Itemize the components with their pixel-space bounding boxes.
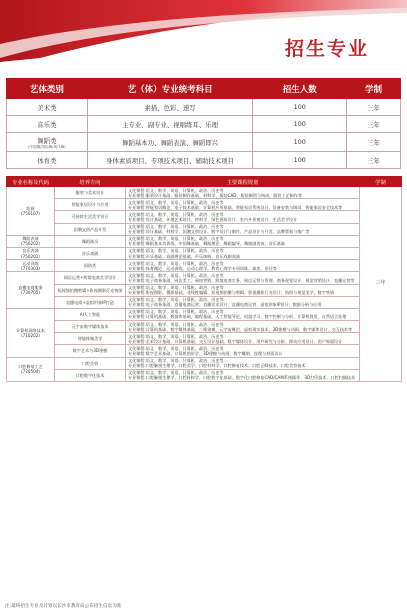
courses-cell xyxy=(126,235,360,247)
direction-text: 服装与美术设计 xyxy=(75,190,105,196)
exam-cell-duration xyxy=(347,133,401,152)
exam-category-text: 体育类 xyxy=(37,156,57,165)
courses-text: 文化课程:语文、数学、英语、计算机、政治、历史等 专业课程:计算机基础、数据库基础、编程基础、人工智能导论、机器学习、数字控制与分析、计算机视觉、自然语言处理 xyxy=(128,309,347,320)
exam-cell-count xyxy=(253,133,347,152)
direction-cell xyxy=(55,187,126,199)
courses-cell xyxy=(126,199,360,211)
courses-text: 文化课程:语文、数学、英语、计算机、政治、历史等 专业课程:设计基础、环境艺术设计、材料学、绿色建筑设计、室内外景观设计、生活美学设计 xyxy=(128,211,298,222)
exam-count-text: 100 xyxy=(293,138,306,146)
courses-cell xyxy=(126,321,360,333)
courses-text: 文化课程:语文、数学、英语、计算机、政治、历史等 专业课程:设计基础、材料学、国潮文创设计、数字设计与制作、产品设计与开发、品牌策划与推广等 xyxy=(128,224,310,235)
major-table-row xyxy=(7,199,402,211)
direction-cell xyxy=(55,321,126,333)
direction-cell xyxy=(55,296,126,308)
major-name: 口腔修复工艺 (720504) xyxy=(18,364,43,375)
direction-cell xyxy=(55,284,126,296)
major-name: 舞蹈表演 (750202) xyxy=(21,236,40,247)
courses-cell xyxy=(126,187,360,199)
courses-text: 文化课程:语文、数学、英语、计算机、政治、历史等 专业课程:计算机基础、数字媒体基础、三维建模、元宇宙概论、虚拟现实技术、3D建模与动画、数字媒体设计、交互技术等 xyxy=(128,321,353,332)
direction-cell xyxy=(55,211,126,223)
courses-cell xyxy=(126,247,360,259)
direction-text: 国防类 xyxy=(83,263,97,269)
footnote: 注:最终招生专业及计划以长沙市教育局公布招生信息为准 xyxy=(5,604,122,609)
exam-cell-subjects xyxy=(87,152,253,169)
direction-cell xyxy=(55,235,126,247)
exam-cell-subjects xyxy=(87,133,253,152)
major-name-cell xyxy=(7,272,55,309)
courses-cell xyxy=(126,369,360,381)
majors-table-header xyxy=(7,177,402,187)
major-table-row xyxy=(7,223,402,235)
duration-cell xyxy=(360,187,402,382)
courses-text: 文化课程:语文、数学、英语、计算机、政治、历史等 专业课程:电子商务基础、直播电商运营、直播话术设计、直播电商运营、虚拟形象IP设计、数据分析与应用 xyxy=(128,297,322,308)
direction-cell xyxy=(55,308,126,320)
exam-duration-text: 三年 xyxy=(367,156,380,165)
exam-subjects-table xyxy=(6,78,401,169)
exam-category-text: 舞蹈类 xyxy=(37,136,57,145)
direction-text: 数字艺术与3D建模 xyxy=(72,348,108,354)
major-table-row xyxy=(7,333,402,345)
exam-cell-category xyxy=(7,116,88,133)
direction-cell xyxy=(55,247,126,259)
exam-table-row xyxy=(7,133,401,152)
courses-cell xyxy=(126,357,360,369)
courses-cell xyxy=(126,260,360,272)
exam-category-note: (中国舞/国标舞/现代舞) xyxy=(28,144,66,149)
courses-text: 文化课程:语文、数学、英语、计算机、政治、历史等 专业课程:数字艺术基础、计算机图形学、3D建模与动画、数字雕刻、纹理与材质设计 xyxy=(128,345,283,357)
exam-table-row xyxy=(7,99,401,116)
major-name-cell xyxy=(7,308,55,357)
courses-cell xyxy=(126,296,360,308)
direction-cell xyxy=(55,357,126,369)
header-count: 招生人数 xyxy=(253,79,347,99)
direction-text: 短视频拍摄剪辑+影视摄影灯光构图 xyxy=(57,287,123,293)
direction-cell xyxy=(55,260,126,272)
page-title: 招生专业 xyxy=(284,38,369,60)
exam-cell-duration xyxy=(347,116,401,133)
major-table-row xyxy=(7,211,402,223)
direction-cell xyxy=(55,272,126,284)
exam-subjects-text: 主专业、副专业、视唱练耳、乐理 xyxy=(122,120,218,129)
direction-text: 口腔数字化技术 xyxy=(75,372,105,378)
exam-table-row xyxy=(7,152,401,169)
exam-count-text: 100 xyxy=(293,156,306,164)
courses-cell xyxy=(126,223,360,235)
header-duration: 学制 xyxy=(347,79,401,99)
exam-cell-count xyxy=(253,152,347,169)
courses-cell xyxy=(126,333,360,345)
exam-cell-category xyxy=(7,99,88,116)
courses-cell xyxy=(126,272,360,284)
direction-cell xyxy=(55,333,126,345)
major-name-cell xyxy=(7,357,55,381)
major-name-cell xyxy=(7,247,55,259)
exam-duration-text: 三年 xyxy=(367,120,380,129)
header-subjects: 艺（体）专业统考科目 xyxy=(87,79,253,99)
major-name: 运动训练 (770303) xyxy=(21,260,40,271)
courses-text: 文化课程:语文、数学、英语、计算机、政治、历史等 专业课程:智能家居概论、电子技术基础、计算机应用基础、智能家居系统设计、设备安装与调试、智能家居安全技术等 xyxy=(128,199,343,210)
exam-cell-duration xyxy=(347,99,401,116)
exam-duration-text: 三年 xyxy=(367,138,380,147)
exam-cell-count xyxy=(253,99,347,116)
courses-cell xyxy=(126,211,360,223)
courses-cell xyxy=(126,345,360,357)
exam-table-row xyxy=(7,116,401,133)
courses-cell xyxy=(126,308,360,320)
header-category: 艺体类别 xyxy=(7,79,88,99)
major-name: 直播电商服务 (730705) xyxy=(18,285,43,296)
direction-text: 网店运营+跨境电商美学设计 xyxy=(63,275,117,281)
major-table-row xyxy=(7,235,402,247)
exam-count-text: 100 xyxy=(293,103,306,111)
direction-cell xyxy=(55,199,126,211)
major-name: 音乐表演 (750201) xyxy=(21,248,40,259)
exam-cell-subjects xyxy=(87,99,253,116)
major-table-row xyxy=(7,308,402,320)
exam-cell-category xyxy=(7,152,88,169)
header-banner xyxy=(0,0,407,68)
major-name: 计算机网络技术 (710202) xyxy=(16,327,45,338)
exam-subjects-text: 素描、色彩、速写 xyxy=(144,103,196,112)
major-table-row xyxy=(7,260,402,272)
direction-text: AI人工智能 xyxy=(79,311,101,317)
major-table-row xyxy=(7,345,402,357)
courses-text: 文化课程:语文、数学、英语、计算机、政治、历史等 专业课程:体育概论、运动训练、运动心理学、教育心理学专项训练、球类、田径等 xyxy=(128,260,277,271)
direction-text: 直播电商+虚拟形象IP打造 xyxy=(65,299,115,305)
direction-text: 可持续生活美学设计 xyxy=(71,214,109,220)
courses-text: 文化课程:语文、数学、英语、计算机、政治、历史等 专业课程:艺术设计基础、计算机基础、交互设计基础、数字媒体设计、用户研究与分析、移动应用设计、用户界面设计 xyxy=(128,333,343,344)
direction-text: 国潮文创产品开发 xyxy=(73,226,107,232)
courses-text: 文化课程:语文、数学、英语、计算机、政治、历史等 专业课程:声乐基础、戏剧理论基础、声乐演唱、音乐戏剧表演 xyxy=(128,248,240,259)
majors-table xyxy=(6,176,402,382)
direction-text: 音乐戏剧 xyxy=(81,250,99,256)
major-table-row xyxy=(7,369,402,381)
major-table-row xyxy=(7,247,402,259)
major-name-cell xyxy=(7,187,55,236)
major-table-row xyxy=(7,187,402,199)
courses-text: 文化课程:语文、数学、英语、计算机、政治、历史等 专业课程:影视摄影、摄影基础、非线性编辑、短视频拍摄与剪辑、影视摄影灯光设计、构图与视觉美学、数字营销 xyxy=(128,285,335,296)
exam-cell-subjects xyxy=(87,116,253,133)
courses-text: 文化课程:语文、数学、英语、计算机、政治、历史等 专业课程:舞蹈基本功训练、中国舞基础、舞蹈理论、舞蹈编导、舞蹈剧表演、音乐基础 xyxy=(128,236,285,247)
direction-text: 口腔美容 xyxy=(81,360,99,366)
exam-cell-count xyxy=(253,116,347,133)
exam-duration-text: 三年 xyxy=(367,103,380,112)
exam-category-text: 音乐类 xyxy=(37,120,57,129)
exam-cell-category xyxy=(7,133,88,152)
exam-table-header xyxy=(7,79,401,99)
duration-text: 三年 xyxy=(375,280,386,287)
direction-text: 智能家居设计与应用 xyxy=(71,202,109,208)
major-table-row xyxy=(7,357,402,369)
courses-text: 文化课程:语文、数学、英语、计算机、政治、历史等 专业课程:电子商务基础、网店美工、网络营销、跨境电商实务、网店运营与管理、商务视觉设计、视觉营销设计、直播运营等 xyxy=(128,272,355,283)
header-direction: 培养方向 xyxy=(55,177,126,187)
major-table-row xyxy=(7,272,402,284)
exam-subjects-text: 舞蹈基本功、舞蹈表演、舞蹈即兴 xyxy=(122,138,218,147)
major-table-row xyxy=(7,321,402,333)
courses-text: 文化课程:语文、数学、英语、计算机、政治、历史等 专业课程:口腔解剖生理学、口腔美学、口腔材料学、口腔修复技术、口腔正畸技术、口腔美容技术 xyxy=(128,358,306,369)
exam-count-text: 100 xyxy=(293,120,306,128)
direction-cell xyxy=(55,223,126,235)
header-major: 专业名称及代码 xyxy=(7,177,55,187)
major-table-row xyxy=(7,284,402,296)
courses-text: 文化课程:语文、数学、英语、计算机、政治、历史等 专业课程:服装设计基础、服装制作基础、材料学、服装CAD、服装制图与构成、服装工艺制作等 xyxy=(128,187,302,198)
major-name-cell xyxy=(7,235,55,247)
major-name-cell xyxy=(7,260,55,272)
courses-text: 文化课程:语文、数学、英语、计算机、政治、历史等 专业课程:口腔解剖生理学、口腔材料学、口腔数字化基础、数字化口腔修复CAD/CAM系统操作、3D打印技术、口腔扫描技术 xyxy=(128,370,356,381)
exam-subjects-text: 身体素质项目、专项技术项目、辅助技术项目 xyxy=(106,156,234,165)
major-name: 绘画 (750107) xyxy=(21,205,40,216)
direction-text: 智能终端美学 xyxy=(77,336,103,342)
major-table-row xyxy=(7,296,402,308)
exam-cell-duration xyxy=(347,152,401,169)
exam-category-text: 美术类 xyxy=(37,103,57,112)
direction-cell xyxy=(55,345,126,357)
header-courses: 主要课程规划 xyxy=(126,177,360,187)
direction-cell xyxy=(55,369,126,381)
header-duration: 学制 xyxy=(360,177,402,187)
direction-text: 舞蹈演员 xyxy=(81,238,99,244)
courses-cell xyxy=(126,284,360,296)
direction-text: 元宇宙数字媒体技术 xyxy=(71,324,109,330)
